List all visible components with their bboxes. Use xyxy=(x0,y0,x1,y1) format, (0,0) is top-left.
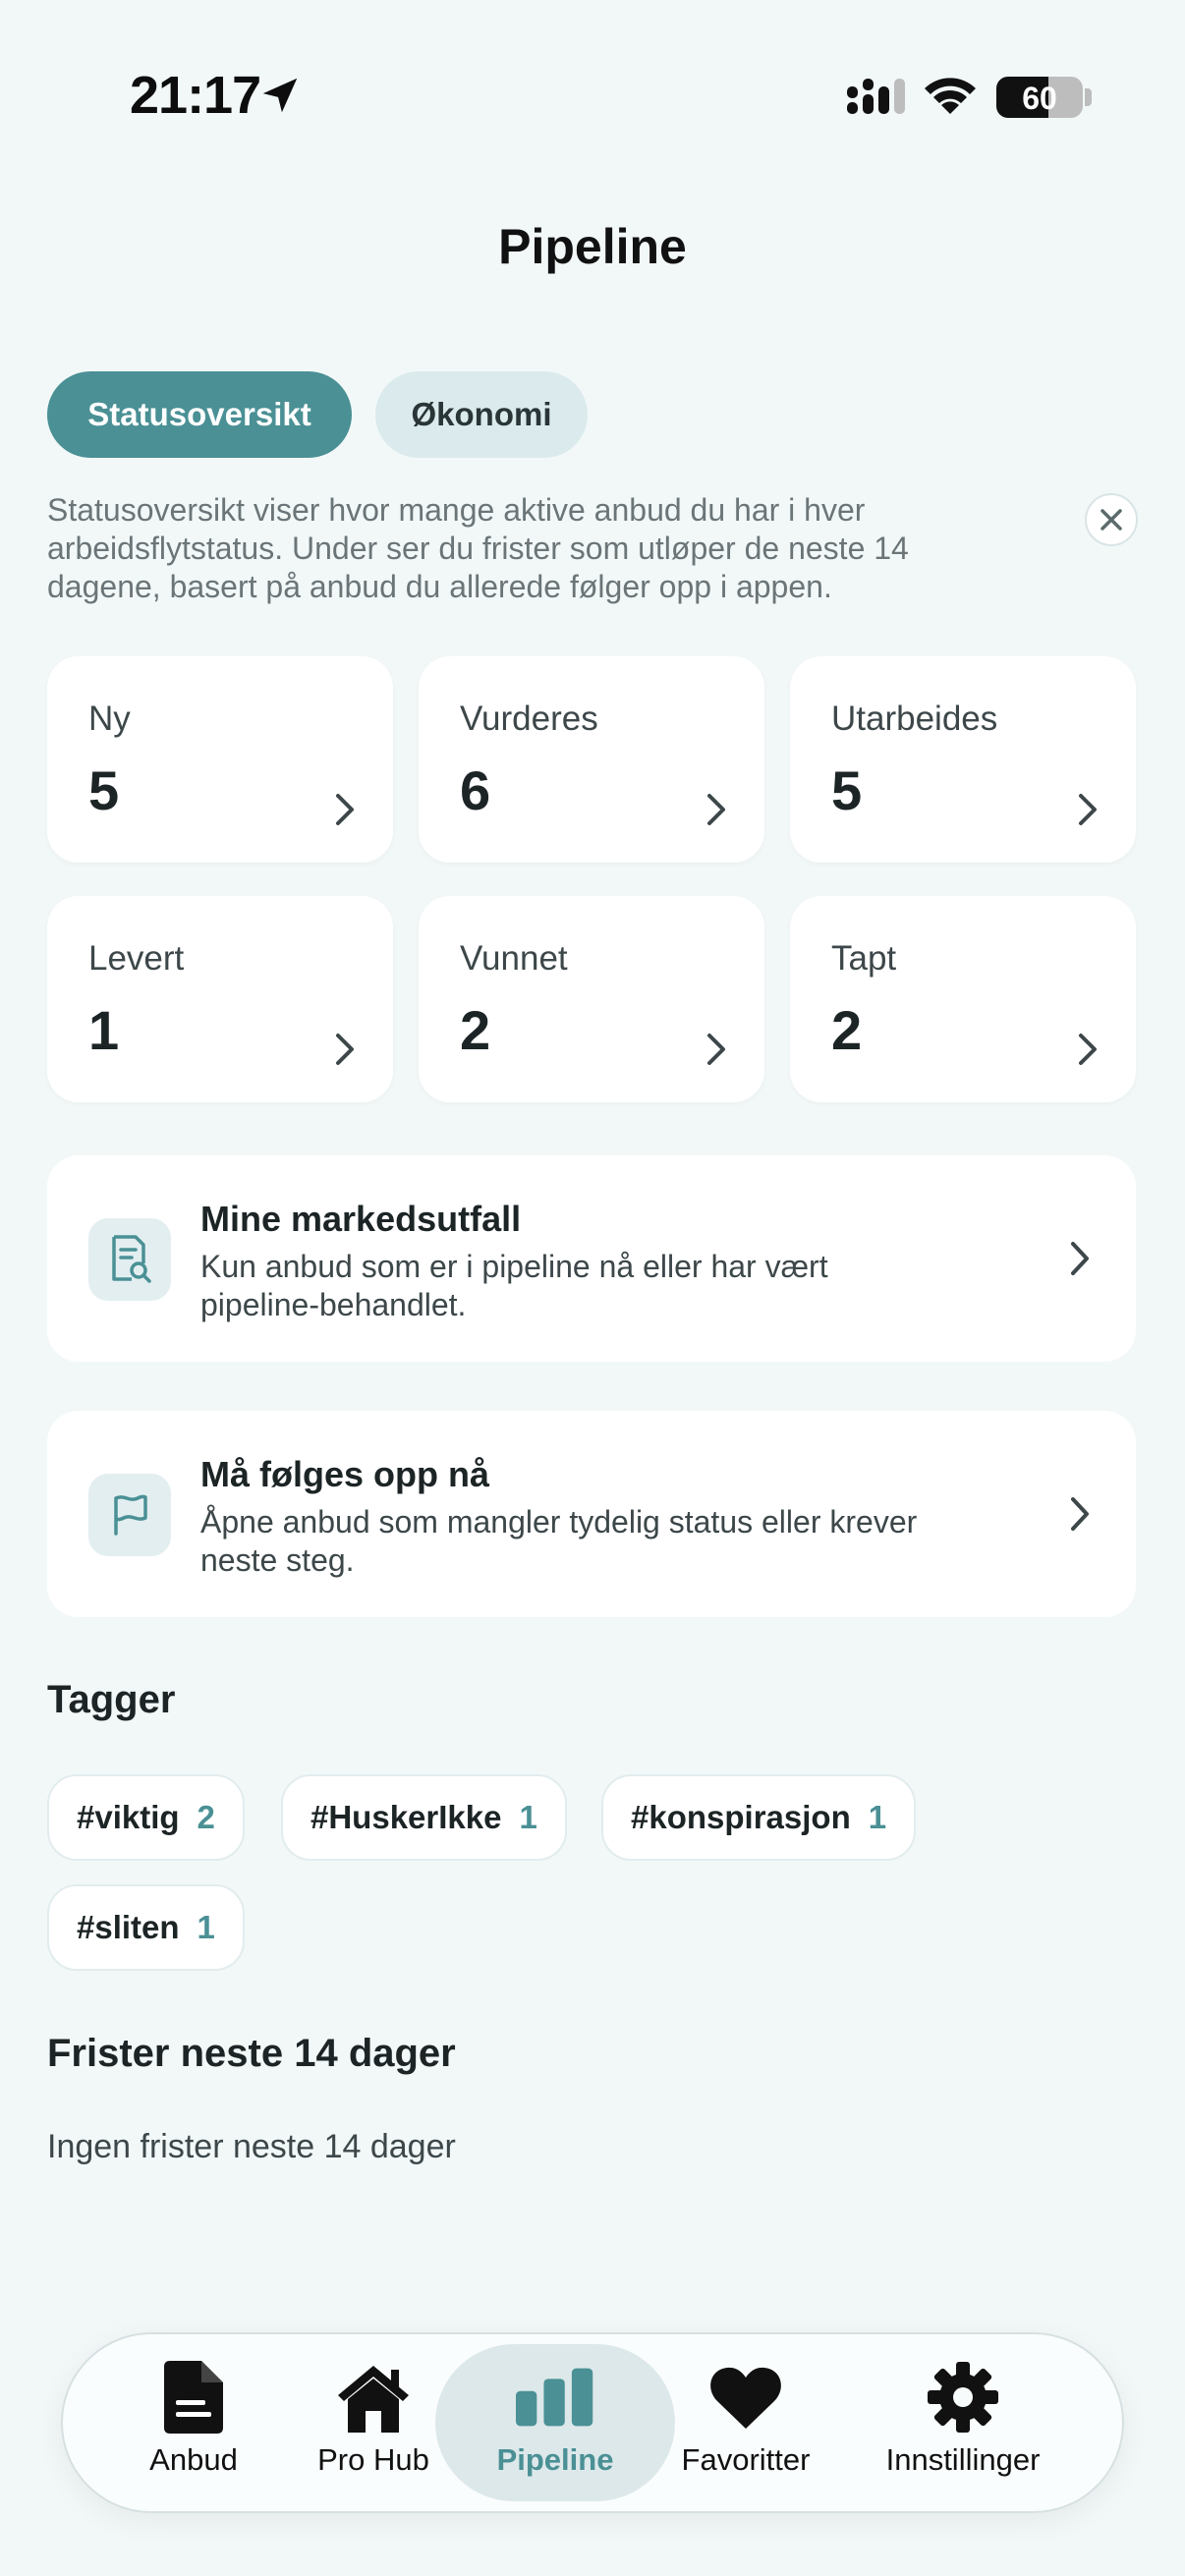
tag-count: 1 xyxy=(868,1799,887,1835)
status-card-label: Utarbeides xyxy=(831,700,998,738)
status-card-levert[interactable] xyxy=(47,896,393,1102)
tab-okonomi[interactable]: Økonomi xyxy=(375,371,588,458)
heart-icon xyxy=(709,2366,782,2429)
status-card-label: Tapt xyxy=(831,939,897,978)
status-card-label: Vurderes xyxy=(460,700,598,738)
tab-label: Anbud xyxy=(149,2442,238,2477)
chevron-right-icon xyxy=(1067,1240,1093,1277)
chevron-right-icon xyxy=(332,1032,358,1067)
cellular-signal-icon xyxy=(847,79,910,116)
tag-count: 1 xyxy=(197,1909,215,1945)
tab-label: Pro Hub xyxy=(317,2442,429,2477)
follow-up-card[interactable] xyxy=(47,1411,1136,1617)
status-card-vurderes[interactable] xyxy=(419,656,764,863)
deadlines-section-title: Frister neste 14 dager xyxy=(47,2032,456,2075)
document-search-icon xyxy=(106,1234,153,1285)
tab-favoritter[interactable] xyxy=(674,2358,818,2478)
status-card-count: 2 xyxy=(831,999,863,1061)
tag-count: 2 xyxy=(197,1799,215,1835)
chevron-right-icon xyxy=(704,792,729,827)
battery-percent: 60 xyxy=(1022,81,1057,116)
status-card-count: 5 xyxy=(88,759,120,821)
tab-pipeline[interactable] xyxy=(485,2358,625,2478)
status-card-utarbeides[interactable] xyxy=(790,656,1136,863)
battery-indicator xyxy=(996,77,1083,118)
status-time: 21:17 xyxy=(130,66,261,125)
status-card-tapt[interactable] xyxy=(790,896,1136,1102)
market-card-description: Kun anbud som er i pipeline nå eller har vært pipeline-behandlet. xyxy=(200,1249,828,1322)
status-card-vunnet[interactable] xyxy=(419,896,764,1102)
tag-count: 1 xyxy=(519,1799,537,1835)
tab-pro-hub[interactable] xyxy=(307,2358,440,2478)
market-card-title: Mine markedsutfall xyxy=(200,1199,522,1239)
status-card-label: Ny xyxy=(88,700,131,738)
status-card-label: Vunnet xyxy=(460,939,568,978)
tag-chip[interactable] xyxy=(47,1884,245,1971)
tag-chip[interactable] xyxy=(281,1774,567,1861)
chevron-right-icon xyxy=(1075,1032,1100,1067)
tag-name: #viktig xyxy=(77,1799,180,1835)
chevron-right-icon xyxy=(704,1032,729,1067)
page-title: Pipeline xyxy=(498,219,687,274)
tag-chip[interactable] xyxy=(601,1774,916,1861)
close-icon xyxy=(1098,506,1125,533)
tag-name: #konspirasjon xyxy=(631,1799,851,1835)
info-text: Statusoversikt viser hvor mange aktive anbud du har i hver arbeidsflytstatus. Under ser du frister som utløper de neste 14 dagene, basert på anbud du allerede følger opp i appen. xyxy=(47,492,909,604)
tab-label: Favoritter xyxy=(681,2442,811,2477)
close-info-button[interactable] xyxy=(1085,493,1138,546)
battery-tip xyxy=(1085,88,1092,106)
followup-icon-box xyxy=(88,1474,171,1556)
status-bar xyxy=(0,0,1185,187)
tag-chip[interactable] xyxy=(47,1774,245,1861)
status-card-count: 1 xyxy=(88,999,120,1061)
bar-chart-icon xyxy=(516,2365,594,2430)
deadlines-empty-text: Ingen frister neste 14 dager xyxy=(47,2128,456,2165)
tab-label: Pipeline xyxy=(496,2442,614,2477)
chevron-right-icon xyxy=(1067,1495,1093,1533)
home-icon xyxy=(334,2362,413,2433)
status-card-count: 6 xyxy=(460,759,491,821)
tag-name: #sliten xyxy=(77,1909,180,1945)
wifi-icon xyxy=(922,75,979,118)
followup-card-description: Åpne anbud som mangler tydelig status eller krever neste steg. xyxy=(200,1504,918,1578)
status-card-count: 2 xyxy=(460,999,491,1061)
tab-innstillinger[interactable] xyxy=(875,2358,1051,2478)
chevron-right-icon xyxy=(332,792,358,827)
tab-anbud[interactable] xyxy=(128,2358,259,2478)
tab-label: Innstillinger xyxy=(885,2442,1041,2477)
document-icon xyxy=(164,2361,223,2434)
status-card-label: Levert xyxy=(88,939,185,978)
market-icon-box xyxy=(88,1218,171,1301)
market-outcomes-card[interactable] xyxy=(47,1155,1136,1362)
tag-name: #HuskerIkke xyxy=(310,1799,502,1835)
chevron-right-icon xyxy=(1075,792,1100,827)
tags-section-title: Tagger xyxy=(47,1678,176,1721)
status-card-ny[interactable] xyxy=(47,656,393,863)
status-card-count: 5 xyxy=(831,759,863,821)
flag-icon xyxy=(108,1492,151,1538)
followup-card-title: Må følges opp nå xyxy=(200,1454,490,1494)
gear-icon xyxy=(928,2362,998,2433)
tab-statusoversikt[interactable]: Statusoversikt xyxy=(47,371,352,458)
location-arrow-icon xyxy=(257,73,303,118)
